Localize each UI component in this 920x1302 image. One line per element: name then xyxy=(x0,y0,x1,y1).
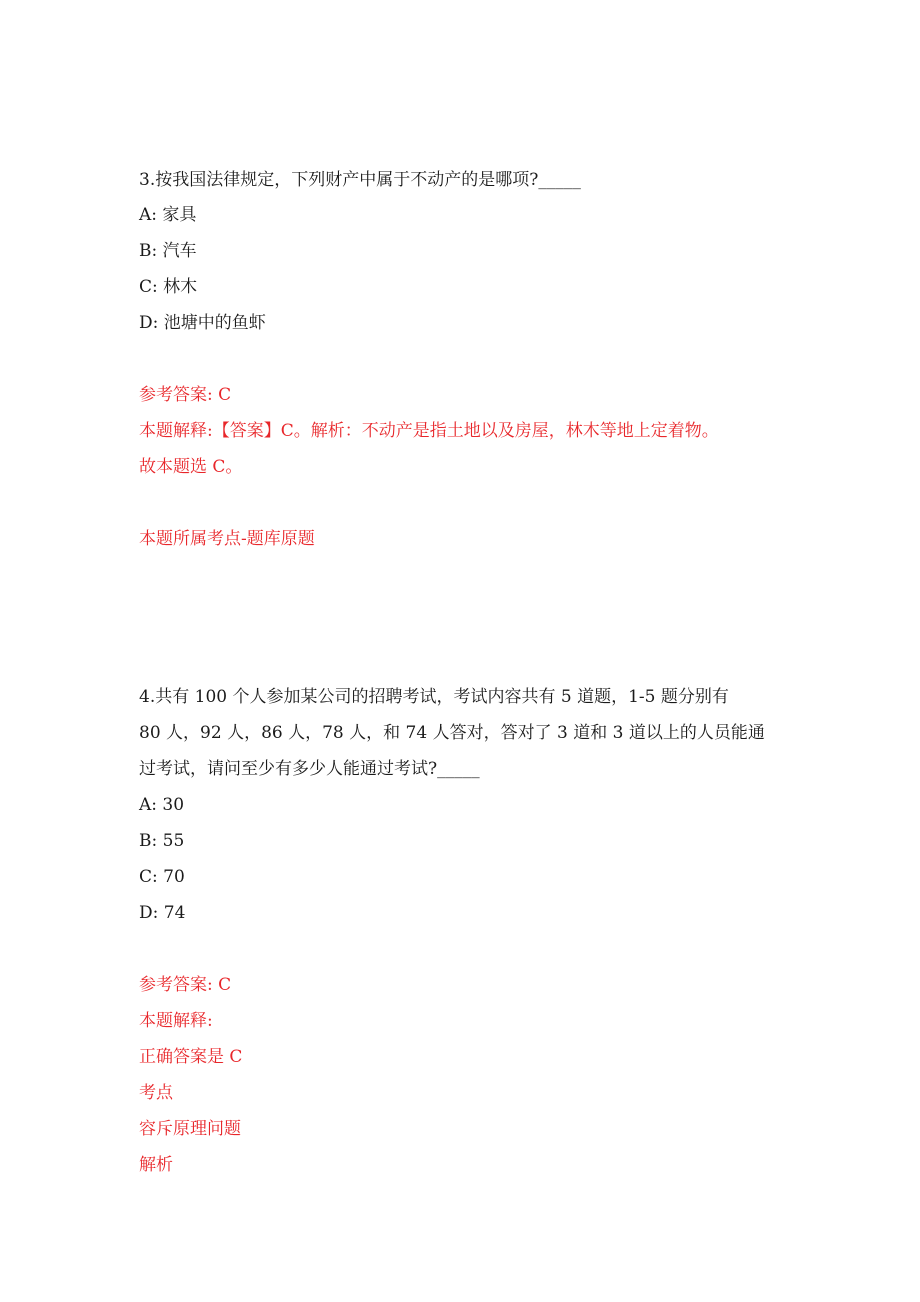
q4-option-c: C: 70 xyxy=(139,867,185,887)
q4-option-d: D: 74 xyxy=(139,903,186,923)
q4-principle: 容斥原理问题 xyxy=(139,1119,241,1139)
q3-stem: 3.按我国法律规定，下列财产中属于不动产的是哪项?_____ xyxy=(139,170,581,190)
q4-stem-line1: 4.共有 100 个人参加某公司的招聘考试，考试内容共有 5 道题，1-5 题分别有 xyxy=(139,687,729,707)
q4-option-a: A: 30 xyxy=(139,795,185,815)
q3-option-b: B: 汽车 xyxy=(139,241,197,261)
q3-explanation-line2: 故本题选 C。 xyxy=(139,457,243,477)
q4-jiexi-label: 解析 xyxy=(139,1155,173,1175)
q4-stem-line2: 80 人，92 人，86 人，78 人，和 74 人答对，答对了 3 道和 3 道以上的人员能通 xyxy=(139,723,765,743)
q3-topic: 本题所属考点-题库原题 xyxy=(139,529,315,549)
q4-correct-answer: 正确答案是 C xyxy=(139,1047,243,1067)
q3-option-d: D: 池塘中的鱼虾 xyxy=(139,313,266,333)
q3-answer: 参考答案: C xyxy=(139,385,232,405)
q4-kaodian-label: 考点 xyxy=(139,1083,173,1103)
q4-explanation-label: 本题解释: xyxy=(139,1011,213,1031)
q4-stem-line3: 过考试，请问至少有多少人能通过考试?_____ xyxy=(139,759,480,779)
q3-option-c: C: 林木 xyxy=(139,277,198,297)
q4-option-b: B: 55 xyxy=(139,831,185,851)
q3-explanation-line1: 本题解释:【答案】C。解析：不动产是指土地以及房屋，林木等地上定着物。 xyxy=(139,421,719,441)
q4-answer: 参考答案: C xyxy=(139,975,232,995)
q3-option-a: A: 家具 xyxy=(139,205,197,225)
